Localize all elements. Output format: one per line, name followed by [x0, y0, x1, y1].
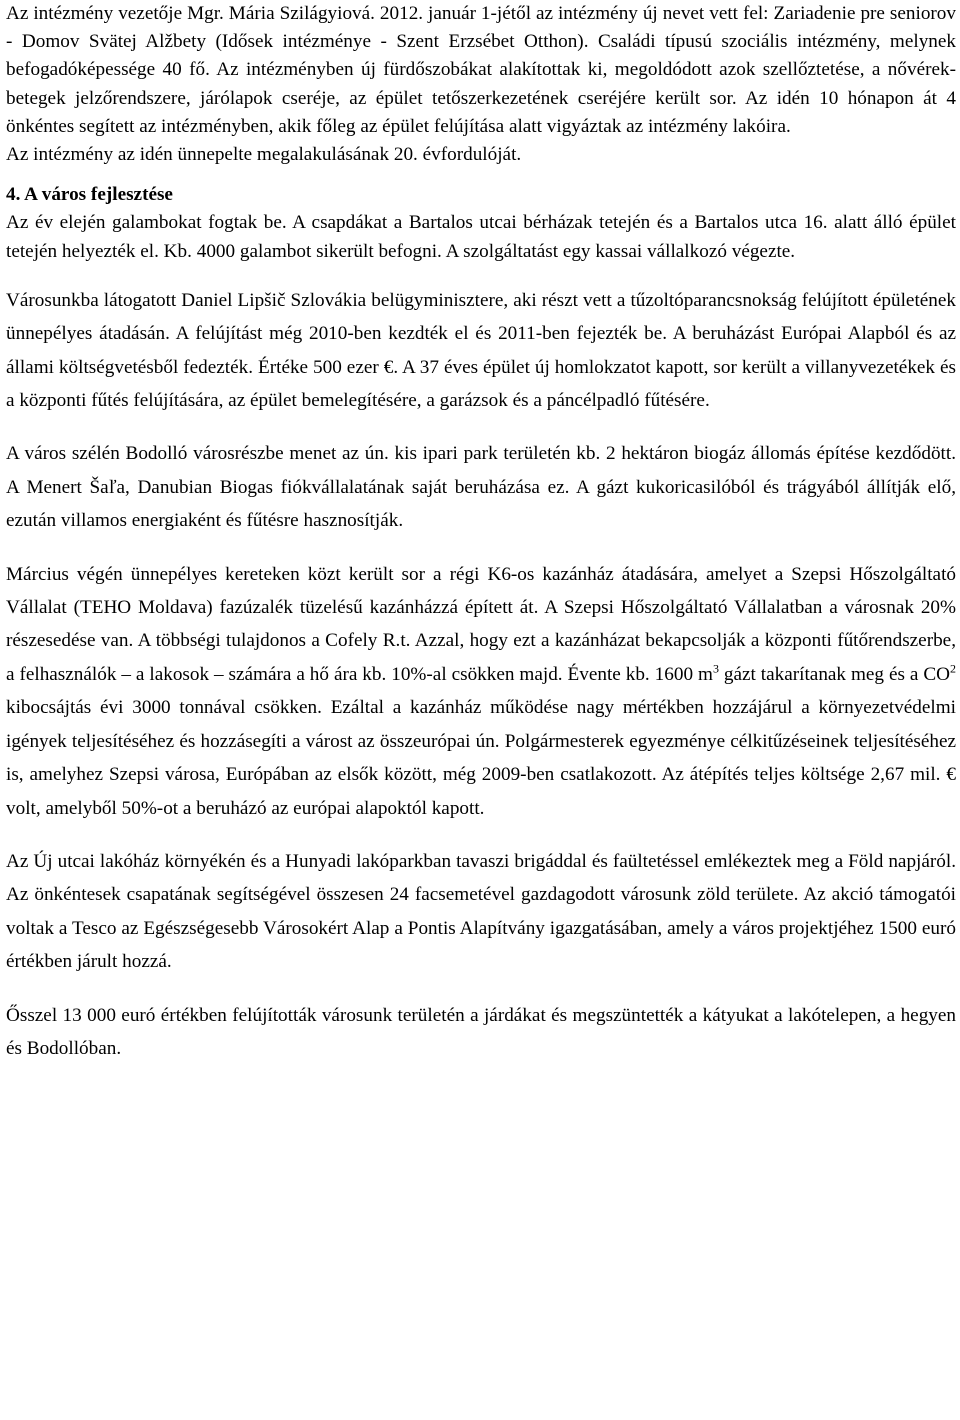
paragraph-kazanhaz — [6, 558, 956, 825]
paragraph-tuzoltosag: Városunkba látogatott Daniel Lipšič Szlovákia belügyminisztere, aki részt vett a tűzoltóparancsnokság felújított épületének ünnepélyes átadásán. A felújítást még 2010-ben kezdték el és 2011-ben fejezték be. A beruházást Európai Alapból és az állami költségvetésből fedezték. Értéke 500 ezer €. A 37 éves épület új homlokzatot kapott, sor került a villanyvezetékek és a központi fűtés felújítására, az épület bemelegítésére, a garázsok és a páncélpadló fűtésére. — [6, 289, 956, 412]
paragraph-evforduló: Az intézmény az idén ünnepelte megalakulásának 20. évfordulóját. — [6, 144, 522, 166]
paragraph-fold-napja: Az Új utcai lakóház környékén és a Hunyadi lakóparkban tavaszi brigáddal és faültetéssel emlékeztek meg a Föld napjáról. Az önkéntesek csapatának segítségével összesen 24 facsemetével gazdagodott városunk zöld területe. Az akció támogatói voltak a Tesco az Egészségesebb Városokért Alap a Pontis Alapítvány igazgatásában, amely a város projektjéhez 1500 euró értékben járult hozzá. — [6, 850, 956, 973]
document-page — [6, 0, 956, 1065]
paragraph-galambok: Az év elején galambokat fogtak be. A csapdákat a Bartalos utcai bérházak tetején és a Bartalos utca 16. alatt álló épület tetején helyezték el. Kb. 4000 galambot sikerült befogni. A szolgáltatást egy kassai vállalkozó végezte. — [6, 212, 956, 262]
kazanhaz-text-a: Március végén ünnepélyes kereteken közt került sor a régi K6-os kazánház átadására, amelyet a Szepsi Hőszolgáltató Vállalat (TEHO Moldava) fazúzalék tüzelésű kazánházzá épített át. A Szepsi Hőszolgáltató Vállalatban a városnak 20% részesedése van. A többségi tulajdonos a Cofely R.t. Azzal, hogy ezt a kazánházat bekapcsolják a központi fűtőrendszerbe, a felhasználók – a lakosok – számára a hő ára kb. 10%-al csökken majd. Évente kb. 1600 m — [6, 563, 956, 685]
kazanhaz-text-c: kibocsájtás évi 3000 tonnával csökken. Ezáltal a kazánház működése nagy mértékben hozzájárul a környezetvédelmi igények teljesítéséhez és hozzásegíti a várost az összeurópai ún. Polgármesterek egyezménye célkitűzéseinek teljesítéséhez is, amelyhez Szepsi városa, Európában az elsők között, még 2009-ben csatlakozott. Az átépítés teljes költsége 2,67 mil. € volt, amelyből 50%-ot a beruházó az európai alapoktól kapott. — [6, 697, 956, 819]
section-heading: 4. A város fejlesztése — [6, 184, 173, 206]
paragraph-jardak: Ősszel 13 000 euró értékben felújították városunk területén a járdákat és megszüntették a kátyukat a lakótelepen, a hegyen és Bodollóban. — [6, 1004, 956, 1059]
subscript-2: 2 — [950, 661, 956, 676]
kazanhaz-text-b: gázt takarítanak meg és a CO — [718, 663, 950, 685]
superscript-3: 3 — [712, 661, 719, 676]
paragraph-biogaz: A város szélén Bodolló városrészbe menet az ún. kis ipari park területén kb. 2 hektáron biogáz állomás építése kezdődött. A Menert Šaľa, Danubian Biogas fiókvállalatának saját beruházása ez. A gázt kukoricasilóból és trágyából állítják elő, ezután villamos energiaként és fűtésre hasznosítják. — [6, 443, 956, 532]
paragraph-intezmeny: Az intézmény vezetője Mgr. Mária Szilágyiová. 2012. január 1-jétől az intézmény új nevet vett fel: Zariadenie pre seniorov - Domov Svätej Alžbety (Idősek intézménye - Szent Erzsébet Otthon). Családi típusú szociális intézmény, melynek befogadóképessége 40 fő. Az intézményben új fürdőszobákat alakítottak ki, megoldódott azok szellőztetése, a nővérek-betegek jelzőrendszere, járólapok cseréje, az épület tetőszerkezetének cseréjére került sor. Az idén 10 hónapon át 4 önkéntes segített az intézményben, akik főleg az épület felújítása alatt vigyáztak az intézmény lakóira. — [6, 3, 956, 137]
